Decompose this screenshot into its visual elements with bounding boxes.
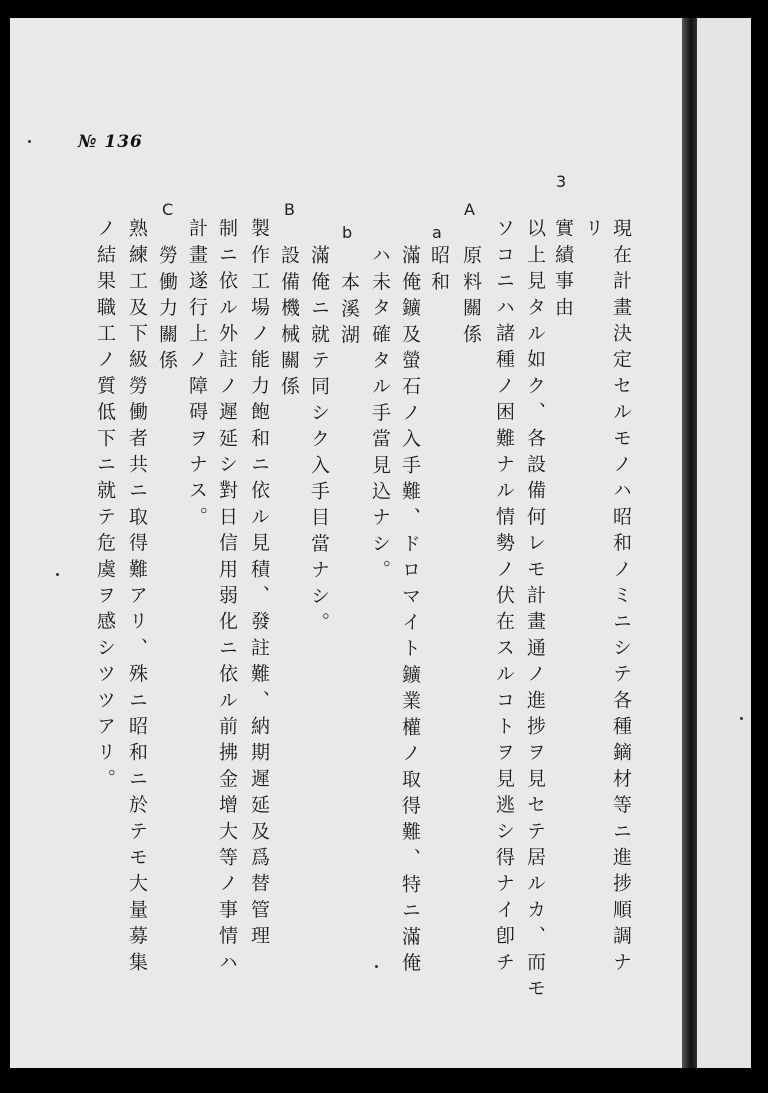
- text-column-3: 實績事由: [552, 218, 574, 323]
- scan-speck: [56, 573, 59, 576]
- text-column-11: 滿俺ニ就テ同シク入手目當ナシ。: [308, 245, 330, 638]
- scan-speck: [375, 965, 378, 968]
- text-column-15: 計畫遂行上ノ障碍ヲナス。: [186, 218, 208, 533]
- text-column-10: 本溪湖: [338, 272, 360, 351]
- text-column-5: ソコニハ諸種ノ困難ナル情勢ノ伏在スルコトヲ見逃シ得ナイ卽チ: [493, 218, 515, 978]
- text-column-18: ノ結果職工ノ質低下ニ就テ危虞ヲ感シツツアリ。: [94, 218, 116, 795]
- page-number: № 136: [78, 132, 143, 152]
- marker-A: A: [464, 200, 475, 219]
- marker-b: b: [342, 223, 353, 242]
- scan-speck: [28, 140, 31, 143]
- section-number: 3: [556, 172, 567, 191]
- text-column-12: 設備機械關係: [278, 245, 300, 403]
- text-column-4: 以上見タル如ク、各設備何レモ計畫通ノ進捗ヲ見セテ居ルカ、而モ: [524, 218, 546, 1005]
- page-gutter: [682, 18, 697, 1068]
- text-column-13: 製作工場ノ能力飽和ニ依ル見積、發註難、納期遲延及爲替管理: [248, 218, 270, 952]
- adjacent-page-edge: [697, 18, 751, 1068]
- marker-C: C: [162, 200, 174, 219]
- text-column-9: ハ未タ確タル手當見込ナシ。: [369, 245, 391, 586]
- scan-speck: [740, 717, 743, 720]
- marker-B: B: [284, 200, 295, 219]
- text-column-2: リ: [582, 218, 604, 245]
- text-column-14: 制ニ依ル外註ノ遲延シ對日信用弱化ニ依ル前拂金增大等ノ事情ハ: [216, 218, 238, 978]
- text-column-17: 熟練工及下級勞働者共ニ取得難アリ、殊ニ昭和ニ於テモ大量募集: [126, 218, 148, 978]
- text-column-16: 勞働力關係: [156, 245, 178, 376]
- text-column-7: 昭和: [428, 245, 450, 298]
- marker-a: a: [432, 223, 442, 242]
- text-column-6: 原料關係: [460, 245, 482, 350]
- text-column-1: 現在計畫決定セルモノハ昭和ノミニシテ各種鏑材等ニ進捗順調ナ: [610, 218, 632, 978]
- text-column-8: 滿俺鑛及螢石ノ入手難、ドロマイト鑛業權ノ取得難、特ニ滿俺: [399, 245, 421, 979]
